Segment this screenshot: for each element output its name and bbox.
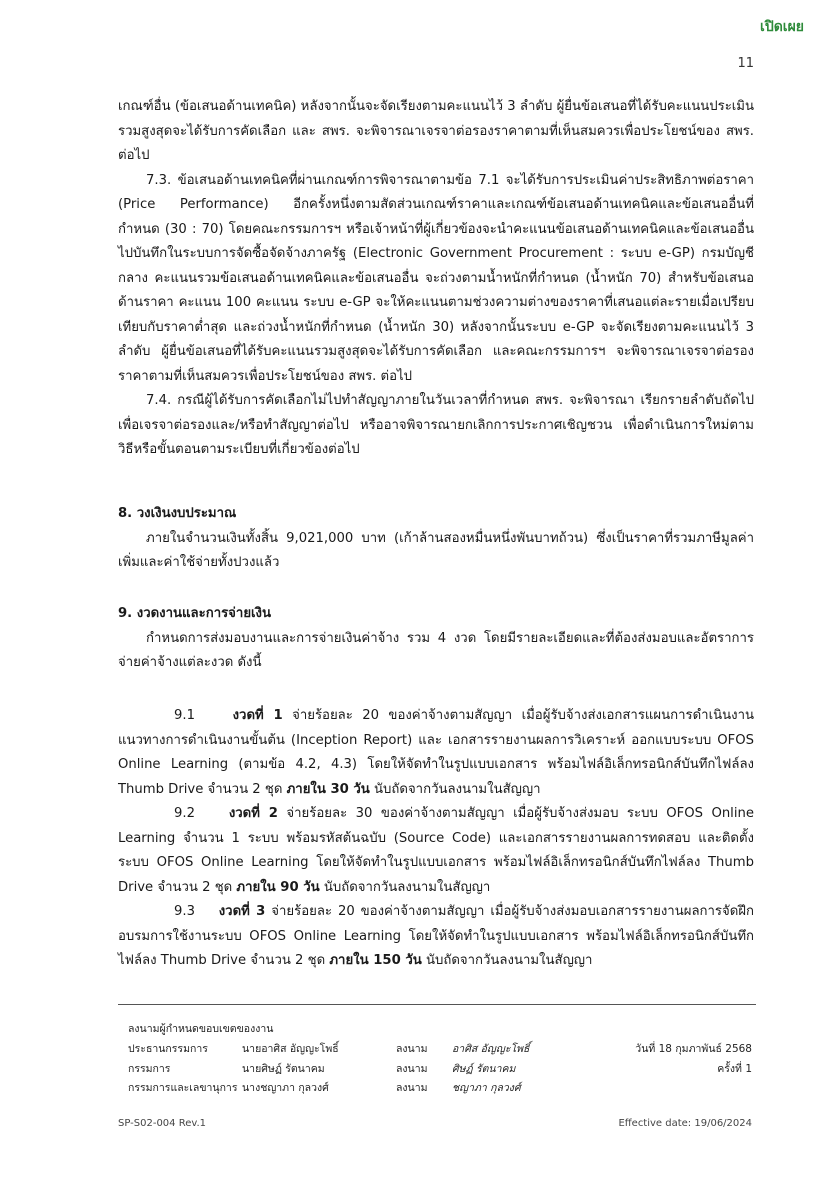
installment-3-number: 9.3 bbox=[174, 904, 195, 919]
installment-2-text: จ่ายร้อยละ 30 ของค่าจ้างตามสัญญา เมื่อผู้รับจ้างส่งมอบ ระบบ OFOS Online Learning จำนวน 1 ระบบ พร้อมรหัสต้นฉบับ (Source Code) และเอกสารรายงานผลการทดสอบ และติดตั้งระบบ OFOS Online Learning โดยให้จัดทำในรูปแบบเอกสาร พร้อมไฟล์อิเล็กทรอนิกส์บันทึกไฟล์ลง Thumb Drive จำนวน 2 ชุด bbox=[118, 806, 754, 895]
installment-1-label: งวดที่ 1 bbox=[232, 708, 283, 723]
signer-1-name: นายอาศิส อัญญะโพธิ์ bbox=[242, 1043, 339, 1055]
revision-round: ครั้งที่ 1 bbox=[717, 1063, 752, 1075]
document-code: SP-S02-004 Rev.1 bbox=[118, 1118, 207, 1129]
signature-divider bbox=[118, 1004, 756, 1005]
effective-date: Effective date: 19/06/2024 bbox=[618, 1118, 752, 1129]
installment-1-deadline: ภายใน 30 วัน bbox=[286, 781, 370, 797]
signer-2-name: นายศิษฏ์ รัตนาคม bbox=[242, 1063, 325, 1075]
installment-1-text: จ่ายร้อยละ 20 ของค่าจ้างตามสัญญา เมื่อผู้รับจ้างส่งเอกสารแผนการดำเนินงาน แนวทางการดำเนินงานขั้นต้น (Inception Report) และ เอกสารรายงานผลการวิเคราะห์ ออกแบบระบบ OFOS Online Learning (ตามข้อ 4.2, 4.3) โดยให้จัดทำในรูปแบบเอกสาร พร้อมไฟล์อิเล็กทรอนิกส์บันทึกไฟล์ลง Thumb Drive จำนวน 2 ชุด bbox=[118, 708, 754, 797]
section-7-continuation bbox=[118, 95, 754, 463]
signature-title: ลงนามผู้กำหนดขอบเขตของงาน bbox=[128, 1023, 274, 1035]
page-number: 11 bbox=[737, 56, 754, 71]
installment-2-number: 9.2 bbox=[174, 806, 195, 821]
heading-payment: 9. งวดงานและการจ่ายเงิน bbox=[118, 606, 272, 621]
disclosure-label: เปิดเผย bbox=[760, 19, 804, 35]
installment-3-tail: นับถัดจากวันลงนามในสัญญา bbox=[421, 953, 593, 968]
signer-1-role: ประธานกรรมการ bbox=[128, 1043, 208, 1055]
signer-3-sign-label: ลงนาม bbox=[396, 1082, 428, 1094]
installment-2-label: งวดที่ 2 bbox=[228, 806, 278, 821]
signer-2-role: กรรมการ bbox=[128, 1063, 171, 1075]
installment-1-number: 9.1 bbox=[174, 708, 195, 723]
signer-1-signature: อาศิส อัญญะโพธิ์ bbox=[452, 1043, 530, 1055]
signer-3-name: นางชญาภา กุลวงศ์ bbox=[242, 1082, 329, 1094]
installment-2-deadline: ภายใน 90 วัน bbox=[236, 879, 320, 895]
paragraph-7-4: 7.4. กรณีผู้ได้รับการคัดเลือกไม่ไปทำสัญญาภายในวันเวลาที่กำหนด สพร. จะพิจารณา เรียกรายลำดับถัดไปเพื่อเจรจาต่อรองและ/หรือทำสัญญาต่อไป หรืออาจพิจารณายกเลิกการประกาศเชิญชวน เพื่อดำเนินการใหม่ตามวิธีหรือขั้นตอนตามระเบียบที่เกี่ยวข้องต่อไป bbox=[118, 393, 754, 457]
sign-date: วันที่ 18 กุมภาพันธ์ 2568 bbox=[635, 1043, 752, 1055]
signer-1-sign-label: ลงนาม bbox=[396, 1043, 428, 1055]
installments bbox=[118, 704, 754, 974]
paragraph-7-3: 7.3. ข้อเสนอด้านเทคนิคที่ผ่านเกณฑ์การพิจารณาตามข้อ 7.1 จะได้รับการประเมินค่าประสิทธิภาพต่อราคา (Price Performance) อีกครั้งหนึ่งตามสัดส่วนเกณฑ์ราคาและเกณฑ์ข้อเสนอด้านเทคนิคและข้อเสนออื่นที่กำหนด (30 : 70) โดยคณะกรรมการฯ หรือเจ้าหน้าที่ผู้เกี่ยวข้องจะนำคะแนนข้อเสนอด้านเทคนิคและข้อเสนออื่นไปบันทึกในระบบการจัดซื้อจัดจ้างภาครัฐ (Electronic Government Procurement : ระบบ e-GP) กรมบัญชีกลาง คะแนนรวมข้อเสนอด้านเทคนิคและข้อเสนออื่น จะถ่วงตามน้ำหนักที่กำหนด (น้ำหนัก 70) สำหรับข้อเสนอด้านราคา คะแนน 100 คะแนน ระบบ e-GP จะให้คะแนนตามช่วงความต่างของราคาที่เสนอแต่ละรายเมื่อเปรียบเทียบกับราคาต่ำสุด และถ่วงน้ำหนักที่กำหนด (น้ำหนัก 30) หลังจากนั้นระบบ e-GP จะจัดเรียงตามคะแนนไว้ 3 ลำดับ ผู้ยื่นข้อเสนอที่ได้รับคะแนนรวมสูงสุดจะได้รับการคัดเลือก และคณะกรรมการฯ จะพิจารณาเจรจาต่อรองราคาตามที่เห็นสมควรเพื่อประโยชน์ของ สพร. ต่อไป bbox=[118, 172, 754, 384]
installment-3-label: งวดที่ 3 bbox=[218, 904, 266, 919]
signer-2-sign-label: ลงนาม bbox=[396, 1063, 428, 1075]
installment-3-text: จ่ายร้อยละ 20 ของค่าจ้างตามสัญญา เมื่อผู้รับจ้างส่งมอบเอกสารรายงานผลการจัดฝึกอบรมการใช้งานระบบ OFOS Online Learning โดยให้จัดทำในรูปแบบเอกสาร พร้อมไฟล์อิเล็กทรอนิกส์บันทึกไฟล์ลง Thumb Drive จำนวน 2 ชุด bbox=[118, 904, 754, 968]
signer-2-signature: ศิษฏ์ รัตนาคม bbox=[452, 1063, 516, 1075]
section-9 bbox=[118, 602, 754, 676]
heading-budget: 8. วงเงินงบประมาณ bbox=[118, 506, 237, 521]
installment-2-tail: นับถัดจากวันลงนามในสัญญา bbox=[319, 879, 491, 895]
installment-3-deadline: ภายใน 150 วัน bbox=[329, 953, 422, 968]
signer-3-signature: ชญาภา กุลวงศ์ bbox=[452, 1082, 521, 1094]
installment-3 bbox=[118, 900, 754, 974]
installment-2 bbox=[118, 802, 754, 900]
installment-1 bbox=[118, 704, 754, 802]
intro-paragraph: เกณฑ์อื่น (ข้อเสนอด้านเทคนิค) หลังจากนั้นจะจัดเรียงตามคะแนนไว้ 3 ลำดับ ผู้ยื่นข้อเสนอที่ได้รับคะแนนประเมินรวมสูงสุดจะได้รับการคัดเลือก และ สพร. จะพิจารณาเจรจาต่อรองราคาตามที่เห็นสมควรเพื่อประโยชน์ของ สพร. ต่อไป bbox=[118, 99, 754, 163]
section-8 bbox=[118, 502, 754, 576]
installment-1-tail: นับถัดจากวันลงนามในสัญญา bbox=[369, 781, 541, 797]
paragraph-payment: กำหนดการส่งมอบงานและการจ่ายเงินค่าจ้าง รวม 4 งวด โดยมีรายละเอียดและที่ต้องส่งมอบและอัตราการจ่ายค่าจ้างแต่ละงวด ดังนี้ bbox=[118, 630, 754, 670]
paragraph-budget: ภายในจำนวนเงินทั้งสิ้น 9,021,000 บาท (เก้าล้านสองหมื่นหนึ่งพันบาทถ้วน) ซึ่งเป็นราคาที่รวมภาษีมูลค่าเพิ่มและค่าใช้จ่ายทั้งปวงแล้ว bbox=[118, 530, 754, 570]
signer-3-role: กรรมการและเลขานุการ bbox=[128, 1082, 238, 1094]
